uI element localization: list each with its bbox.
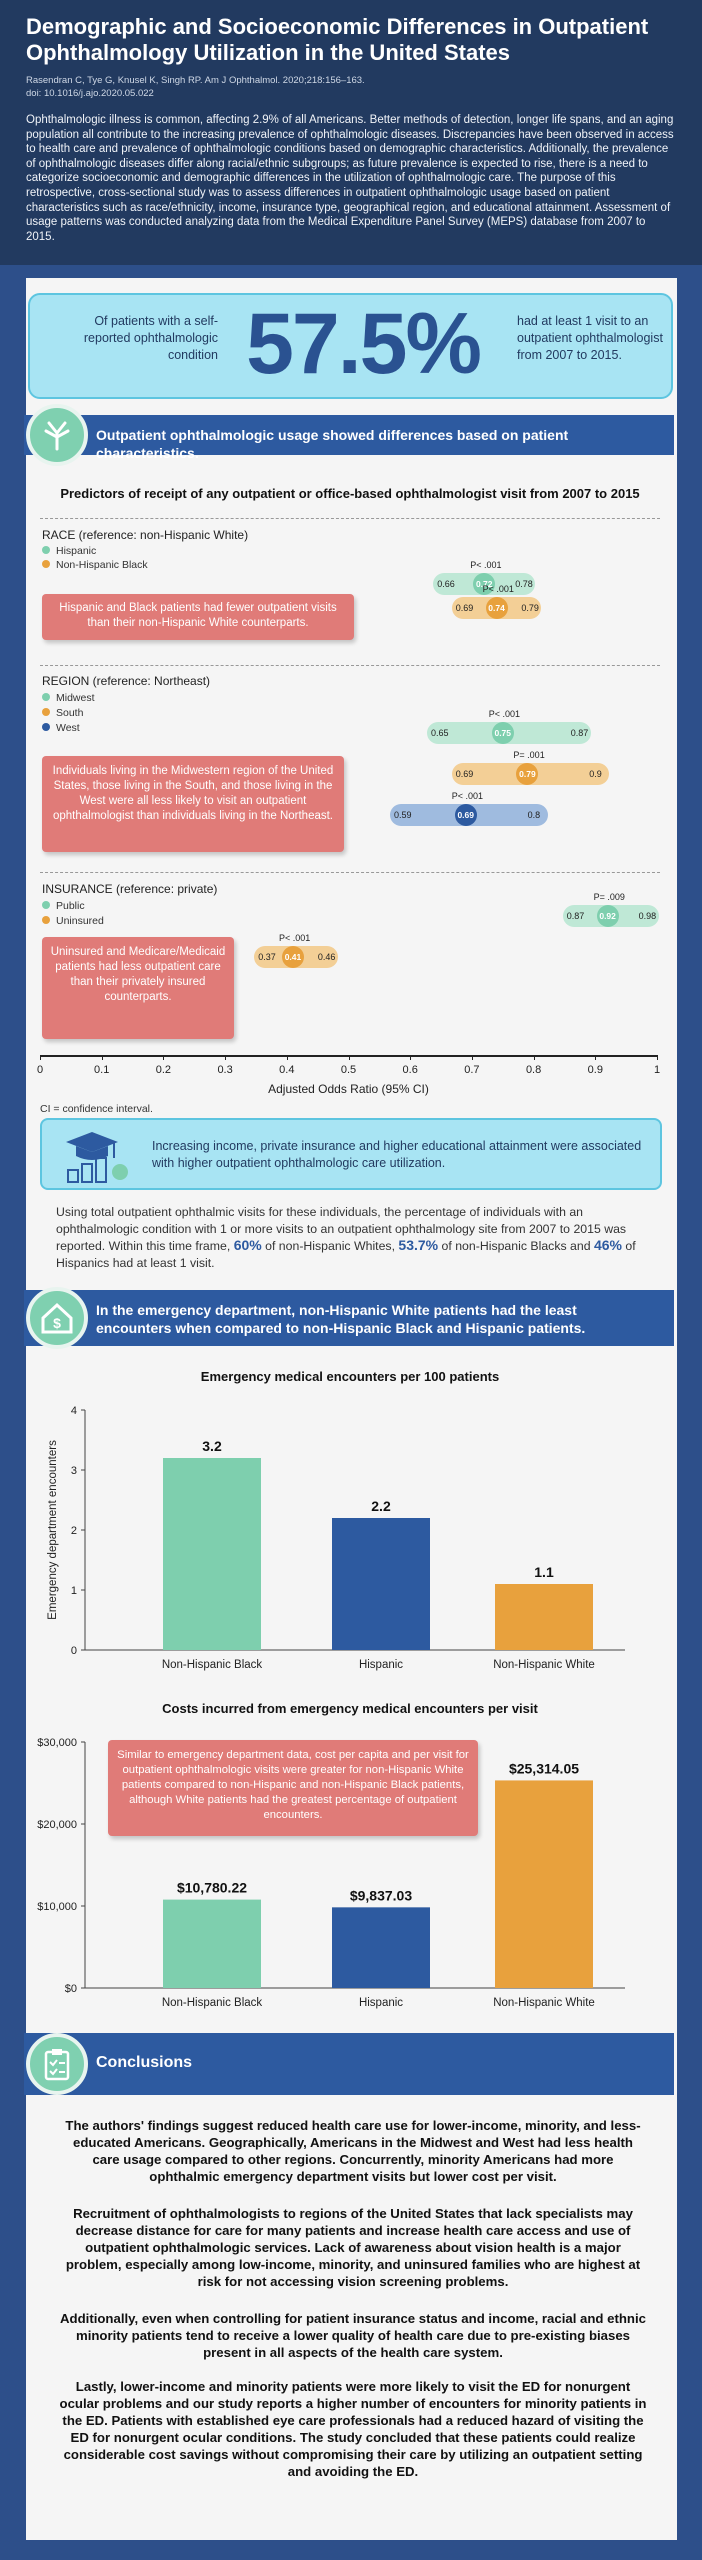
y-tick-label: 2 — [70, 1525, 77, 1537]
house-dollar-icon — [26, 1287, 88, 1349]
ci-high-label: 0.46 — [317, 952, 336, 962]
bar-non-hispanic-black — [163, 1900, 261, 1988]
odds-ratio-point: 0.75 — [492, 722, 514, 744]
x-tick — [472, 1055, 473, 1060]
x-tick — [534, 1055, 535, 1060]
p-value-label: P< .001 — [488, 709, 521, 719]
intro-text: Ophthalmologic illness is common, affecting 2.9% of all Americans. Better methods of detection, longer life spans, and an aging population all contribute to the increasing prevalence of ophthalmologic diseases. Discrepancies have been observed in access to health care and prevalence of ophthalmologic conditions based on demographic characteristics. Additionally, the prevalence of ophthalmologic diseases differ along racial/ethnic subgroups; as future prevalence is expected to rise, there is a need to categorize socioeconomic and demographic differences in the utilization of ophthalmologic care. The purpose of this retrospective, cross-sectional study was to assess differences in outpatient ophthalmologic usage based on patient characteristics such as race/ethnicity, income, insurance type, geographical region, and educational attainment. Assessment of usage patterns was conducted analyzing data from the Medical Expenditure Panel Survey (MEPS) database from 2007 to 2015. — [26, 114, 674, 243]
ci-low-label: 0.66 — [437, 579, 455, 589]
divider — [40, 872, 660, 873]
ci-note: CI = confidence interval. — [40, 1103, 153, 1115]
legend-dot — [42, 901, 50, 909]
x-tick — [163, 1055, 164, 1060]
hero-right-text: had at least 1 visit to an outpatient ophthalmologist from 2007 to 2015. — [517, 314, 663, 362]
bar-hispanic — [332, 1907, 430, 1988]
pct-black: 53.7% — [398, 1237, 439, 1253]
legend-midwest: Midwest — [42, 692, 95, 704]
x-tick-label: 0.9 — [587, 1064, 603, 1076]
insurance-heading: INSURANCE (reference: private) — [42, 882, 218, 896]
ed-encounters-chart — [30, 1394, 670, 1674]
hero-left-text: Of patients with a self-reported ophthalmologic condition — [83, 314, 218, 362]
clipboard-icon — [26, 2033, 88, 2095]
x-category-label: Non-Hispanic Black — [161, 1659, 263, 1671]
section-band-outpatient — [24, 415, 674, 461]
odds-ratio-point: 0.72 — [473, 573, 495, 595]
y-axis-title: Emergency department encounters — [47, 1440, 59, 1620]
ci-high-label: 0.87 — [570, 728, 589, 738]
legend-west: West — [42, 722, 80, 734]
y-tick-label: 3 — [70, 1465, 77, 1477]
pct-white: 60% — [233, 1237, 262, 1253]
ci-high-label: 0.79 — [521, 603, 539, 613]
x-category-label: Non-Hispanic White — [493, 1659, 595, 1671]
x-category-label: Non-Hispanic Black — [161, 1997, 263, 2009]
p-value-label: P< .001 — [451, 791, 483, 801]
y-tick-label: $0 — [64, 1983, 77, 1995]
ci-low-label: 0.59 — [394, 810, 412, 820]
x-tick-label: 0.5 — [340, 1064, 357, 1076]
x-tick-label: 0.2 — [155, 1064, 172, 1076]
x-category-label: Non-Hispanic White — [493, 1997, 595, 2009]
x-tick — [287, 1055, 288, 1060]
finding-box — [40, 1118, 662, 1190]
forest-title: Predictors of receipt of any outpatient or office-based ophthalmologist visit from 2007 to 2015 — [60, 486, 640, 501]
legend-dot — [42, 723, 50, 731]
odds-ratio-point: 0.74 — [486, 597, 508, 619]
y-tick-label: $10,000 — [37, 1901, 77, 1913]
p-value-label: P= .001 — [513, 750, 545, 760]
x-tick-label: 0.1 — [94, 1064, 110, 1076]
legend-uninsured: Uninsured — [42, 915, 104, 927]
x-tick-label: 0.7 — [464, 1064, 480, 1076]
region-heading: REGION (reference: Northeast) — [42, 674, 211, 688]
legend-dot — [42, 708, 50, 716]
section-band-text: Conclusions — [96, 2054, 193, 2071]
page-title: Demographic and Socioeconomic Differences in Outpatient Ophthalmology Utilization in the United States — [26, 14, 649, 65]
legend-south: South — [42, 707, 83, 719]
bar-value-label: 3.2 — [202, 1438, 222, 1454]
x-tick-label: 1 — [653, 1064, 661, 1076]
x-tick-label: 0.4 — [279, 1064, 295, 1076]
ci-high-label: 0.9 — [589, 769, 602, 779]
section-band-text: In the emergency department, non-Hispanic White patients had the least encounters when compared to non-Hispanic Black and Hispanic patients. — [96, 1302, 586, 1336]
finding-text: Increasing income, private insurance and higher educational attainment were associated with higher outpatient ophthalmologic care utilization. — [152, 1139, 642, 1170]
doi: doi: 10.1016/j.ajo.2020.05.022 — [26, 88, 154, 99]
ci-high-label: 0.78 — [515, 579, 533, 589]
svg-text:$: $ — [53, 1315, 61, 1331]
cost-chart-title: Costs incurred from emergency medical encounters per visit — [162, 1701, 538, 1716]
x-category-label: Hispanic — [358, 1997, 404, 2009]
hero-stat: 57.5% — [246, 296, 480, 392]
conclusion-p2: Recruitment of ophthalmologists to regions of the United States that lack specialists may decrease distance for care for many patients and increase health care access and use of outpatient ophthalmologic services. Lack of awareness about vision health is a major problem, especially among low-income, minority, and uninsured families who are highest at risk for not accessing vision screening problems. — [65, 2206, 641, 2289]
legend-public: Public — [42, 900, 85, 912]
p-value-label: P< .001 — [470, 560, 502, 570]
hero-stat-box — [28, 293, 673, 399]
x-tick — [410, 1055, 411, 1060]
x-tick — [349, 1055, 350, 1060]
ci-low-label: 0.87 — [566, 911, 585, 921]
x-tick-label: 0.3 — [217, 1064, 233, 1076]
bar-non-hispanic-white — [495, 1780, 593, 1988]
y-tick-label: 4 — [70, 1405, 77, 1417]
x-tick-label: 0 — [36, 1064, 44, 1076]
insurance-note: Uninsured and Medicare/Medicaid patients had less outpatient care than their privately insured counterparts. — [42, 937, 234, 1039]
ci-high-label: 0.8 — [527, 810, 541, 820]
race-note: Hispanic and Black patients had fewer outpatient visits than their non-Hispanic White counterparts. — [42, 594, 354, 640]
x-axis-title: Adjusted Odds Ratio (95% CI) — [268, 1082, 429, 1096]
bar-value-label: $10,780.22 — [176, 1879, 248, 1896]
ci-low-label: 0.65 — [431, 728, 449, 738]
legend-hispanic: Hispanic — [42, 545, 96, 557]
race-heading: RACE (reference: non-Hispanic White) — [42, 528, 249, 542]
legend-dot — [42, 560, 50, 568]
bar-value-label: $25,314.05 — [508, 1760, 580, 1777]
ci-low-label: 0.69 — [455, 603, 474, 613]
x-tick — [657, 1055, 658, 1060]
bar-value-label: $9,837.03 — [349, 1887, 413, 1904]
visit-percent-paragraph: Using total outpatient ophthalmic visits for these individuals, the percentage of individuals with an ophthalmologic condition with 1 or more visits to an outpatient ophthalmology site from 2007 to 2015 was reported. Within this time frame, 60% of non-Hispanic Whites, 53.7% of non-Hispanic Blacks and 46% of Hispanics had at least 1 visit. — [56, 1205, 636, 1270]
header — [0, 0, 702, 265]
p-value-label: P< .001 — [278, 933, 311, 943]
x-tick — [40, 1055, 41, 1060]
y-tick-label: $30,000 — [37, 1737, 77, 1749]
x-category-label: Hispanic — [358, 1659, 404, 1671]
odds-ratio-point: 0.79 — [516, 763, 538, 785]
ed-chart-title: Emergency medical encounters per 100 patients — [200, 1369, 500, 1384]
legend-dot — [42, 693, 50, 701]
bar-non-hispanic-white — [495, 1584, 593, 1650]
x-tick-label: 0.6 — [402, 1064, 418, 1076]
x-tick — [595, 1055, 596, 1060]
bar-hispanic — [332, 1518, 430, 1650]
conclusion-p1: The authors' findings suggest reduced health care use for lower-income, minority, and less-educated Americans. Geographically, Americans in the Midwest and West had less health care usage compared to other regions. Concurrently, minority Americans had more ophthalmic emergency department visits but lower cost per visit. — [65, 2118, 641, 2184]
ci-low-label: 0.37 — [258, 952, 276, 962]
x-tick — [225, 1055, 226, 1060]
odds-ratio-point: 0.69 — [455, 804, 477, 826]
conclusion-p4: Lastly, lower-income and minority patients were more likely to visit the ED for nonurgent ocular problems and our study reports a higher number of encounters for minority patients in the ED. Patients with established eye care professionals had a reduced hazard of visiting the ED for nonurgent ocular conditions. The study concluded that these patients could realize considerable cost savings without compromising their care by utilizing an outpatient setting and avoiding the ED. — [59, 2379, 647, 2479]
odds-ratio-point: 0.92 — [597, 905, 619, 927]
ci-high-label: 0.98 — [638, 911, 657, 921]
divider — [40, 518, 660, 519]
region-note: Individuals living in the Midwestern region of the United States, those living in the South, and those living in the West were all less likely to visit an outpatient ophthalmologist than individuals living in the Northeast. — [42, 756, 344, 852]
graduation-money-icon — [62, 1126, 132, 1186]
section-band-emergency — [24, 1290, 674, 1346]
y-tick-label: 1 — [70, 1585, 77, 1597]
legend-dot — [42, 916, 50, 924]
section-band-conclusions — [24, 2033, 674, 2095]
citation: Rasendran C, Tye G, Knusel K, Singh RP. Am J Ophthalmol. 2020;218:156–163. — [26, 75, 365, 86]
conclusion-p3: Additionally, even when controlling for patient insurance status and income, racial and ethnic minority patients tend to receive a lower quality of health care due to pre-existing biases present in all aspects of the health care system. — [60, 2311, 646, 2360]
eye-icon — [26, 404, 88, 466]
legend-dot — [42, 546, 50, 554]
y-tick-label: $20,000 — [37, 1819, 77, 1831]
ci-low-label: 0.69 — [455, 769, 474, 779]
x-tick-label: 0.8 — [525, 1064, 542, 1076]
divider — [40, 665, 660, 666]
bar-value-label: 2.2 — [371, 1498, 391, 1514]
cost-note: Similar to emergency department data, cost per capita and per visit for outpatient ophthalmologic visits were greater for non-Hispanic White patients compared to non-Hispanic and non-Hispanic Black patients, although White patients had the greatest percentage of outpatient encounters. — [108, 1740, 478, 1836]
section-band-text: Outpatient ophthalmologic usage showed differences based on patient characteristics. — [96, 427, 569, 461]
odds-ratio-point: 0.41 — [282, 946, 304, 968]
p-value-label: P< .001 — [482, 584, 514, 594]
bar-non-hispanic-black — [163, 1458, 261, 1650]
y-tick-label: 0 — [70, 1645, 77, 1657]
legend-black: Non-Hispanic Black — [42, 559, 148, 571]
pct-hispanic: 46% — [593, 1237, 622, 1253]
x-tick — [102, 1055, 103, 1060]
bar-value-label: 1.1 — [534, 1564, 554, 1580]
p-value-label: P= .009 — [593, 892, 625, 902]
